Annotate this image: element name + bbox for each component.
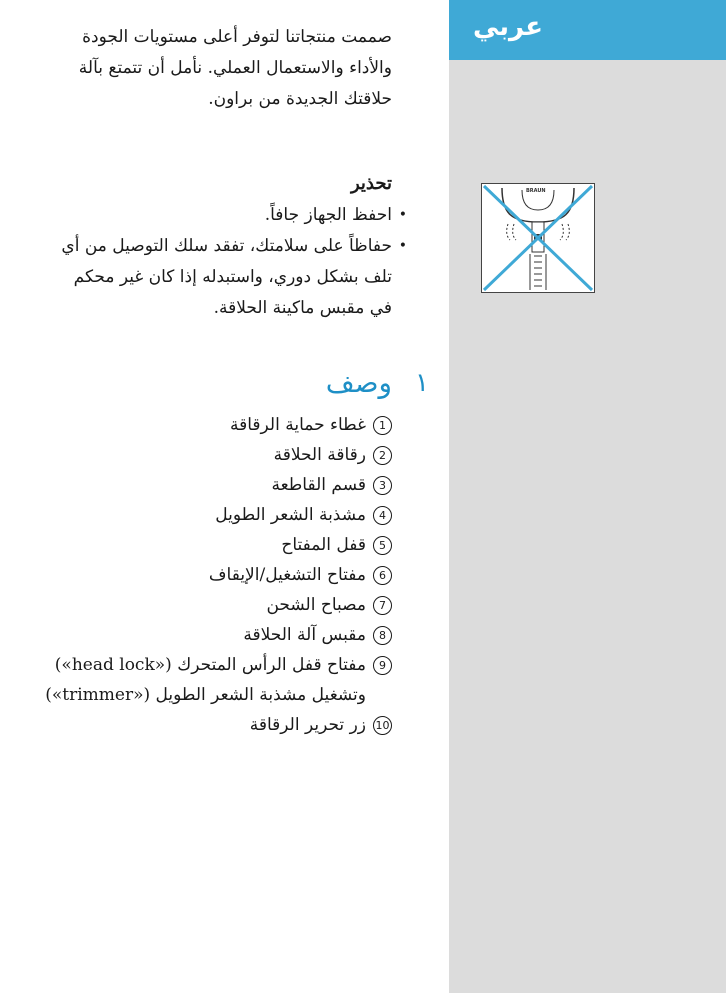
item-number: 10 (373, 716, 392, 735)
warning-heading: تحذير (350, 173, 392, 194)
item-number: 5 (373, 536, 392, 555)
item-number: 3 (373, 476, 392, 495)
list-item (32, 710, 392, 740)
crossed-out-shaver-under-water-icon (481, 183, 595, 293)
intro-paragraph: صممت منتجاتنا لتوفر أعلى مستويات الجودة والأداء والاستعمال العملي. نأمل أن تتمتع بآلة حلاقتك الجديدة من براون. (78, 27, 392, 109)
item-number: 7 (373, 596, 392, 615)
list-item (32, 590, 392, 620)
list-item (32, 470, 392, 500)
section-number: ١ (415, 368, 429, 398)
list-item (32, 650, 392, 710)
list-item (32, 410, 392, 440)
item-label: مشذبة الشعر الطويل (215, 505, 366, 525)
item-label: زر تحرير الرقاقة (249, 715, 366, 735)
parts-list (32, 410, 392, 740)
item-number: 9 (373, 656, 392, 675)
item-number: 8 (373, 626, 392, 645)
list-item (32, 560, 392, 590)
item-number: 6 (373, 566, 392, 585)
warning-item: • احفظ الجهاز جافاً. (52, 200, 407, 231)
list-item (32, 620, 392, 650)
warning-list (52, 200, 407, 324)
language-tab (449, 0, 726, 60)
item-label: مصباح الشحن (266, 595, 366, 615)
item-label: مقبس آلة الحلاقة (243, 625, 366, 645)
item-label: مفتاح التشغيل/الإيقاف (208, 565, 366, 585)
list-item (32, 500, 392, 530)
item-label: رقاقة الحلاقة (273, 445, 366, 465)
language-label: عربي (472, 12, 543, 42)
item-number: 1 (373, 416, 392, 435)
list-item (32, 530, 392, 560)
item-number: 4 (373, 506, 392, 525)
warning-item: • حفاظاً على سلامتك، تفقد سلك التوصيل من أي تلف بشكل دوري، واستبدله إذا كان غير محكم في مقبس ماكينة الحلاقة. (52, 231, 407, 324)
item-label: مفتاح قفل الرأس المتحرك («head lock») وتشغيل مشذبة الشعر الطويل («trimmer») (45, 655, 366, 705)
list-item (32, 440, 392, 470)
sidebar (449, 0, 726, 993)
section-title: وصف (325, 366, 392, 399)
item-number: 2 (373, 446, 392, 465)
item-label: قسم القاطعة (271, 475, 366, 495)
item-label: غطاء حماية الرقاقة (229, 415, 366, 435)
item-label: قفل المفتاح (281, 535, 366, 555)
svg-text:BRAUN: BRAUN (526, 188, 546, 194)
